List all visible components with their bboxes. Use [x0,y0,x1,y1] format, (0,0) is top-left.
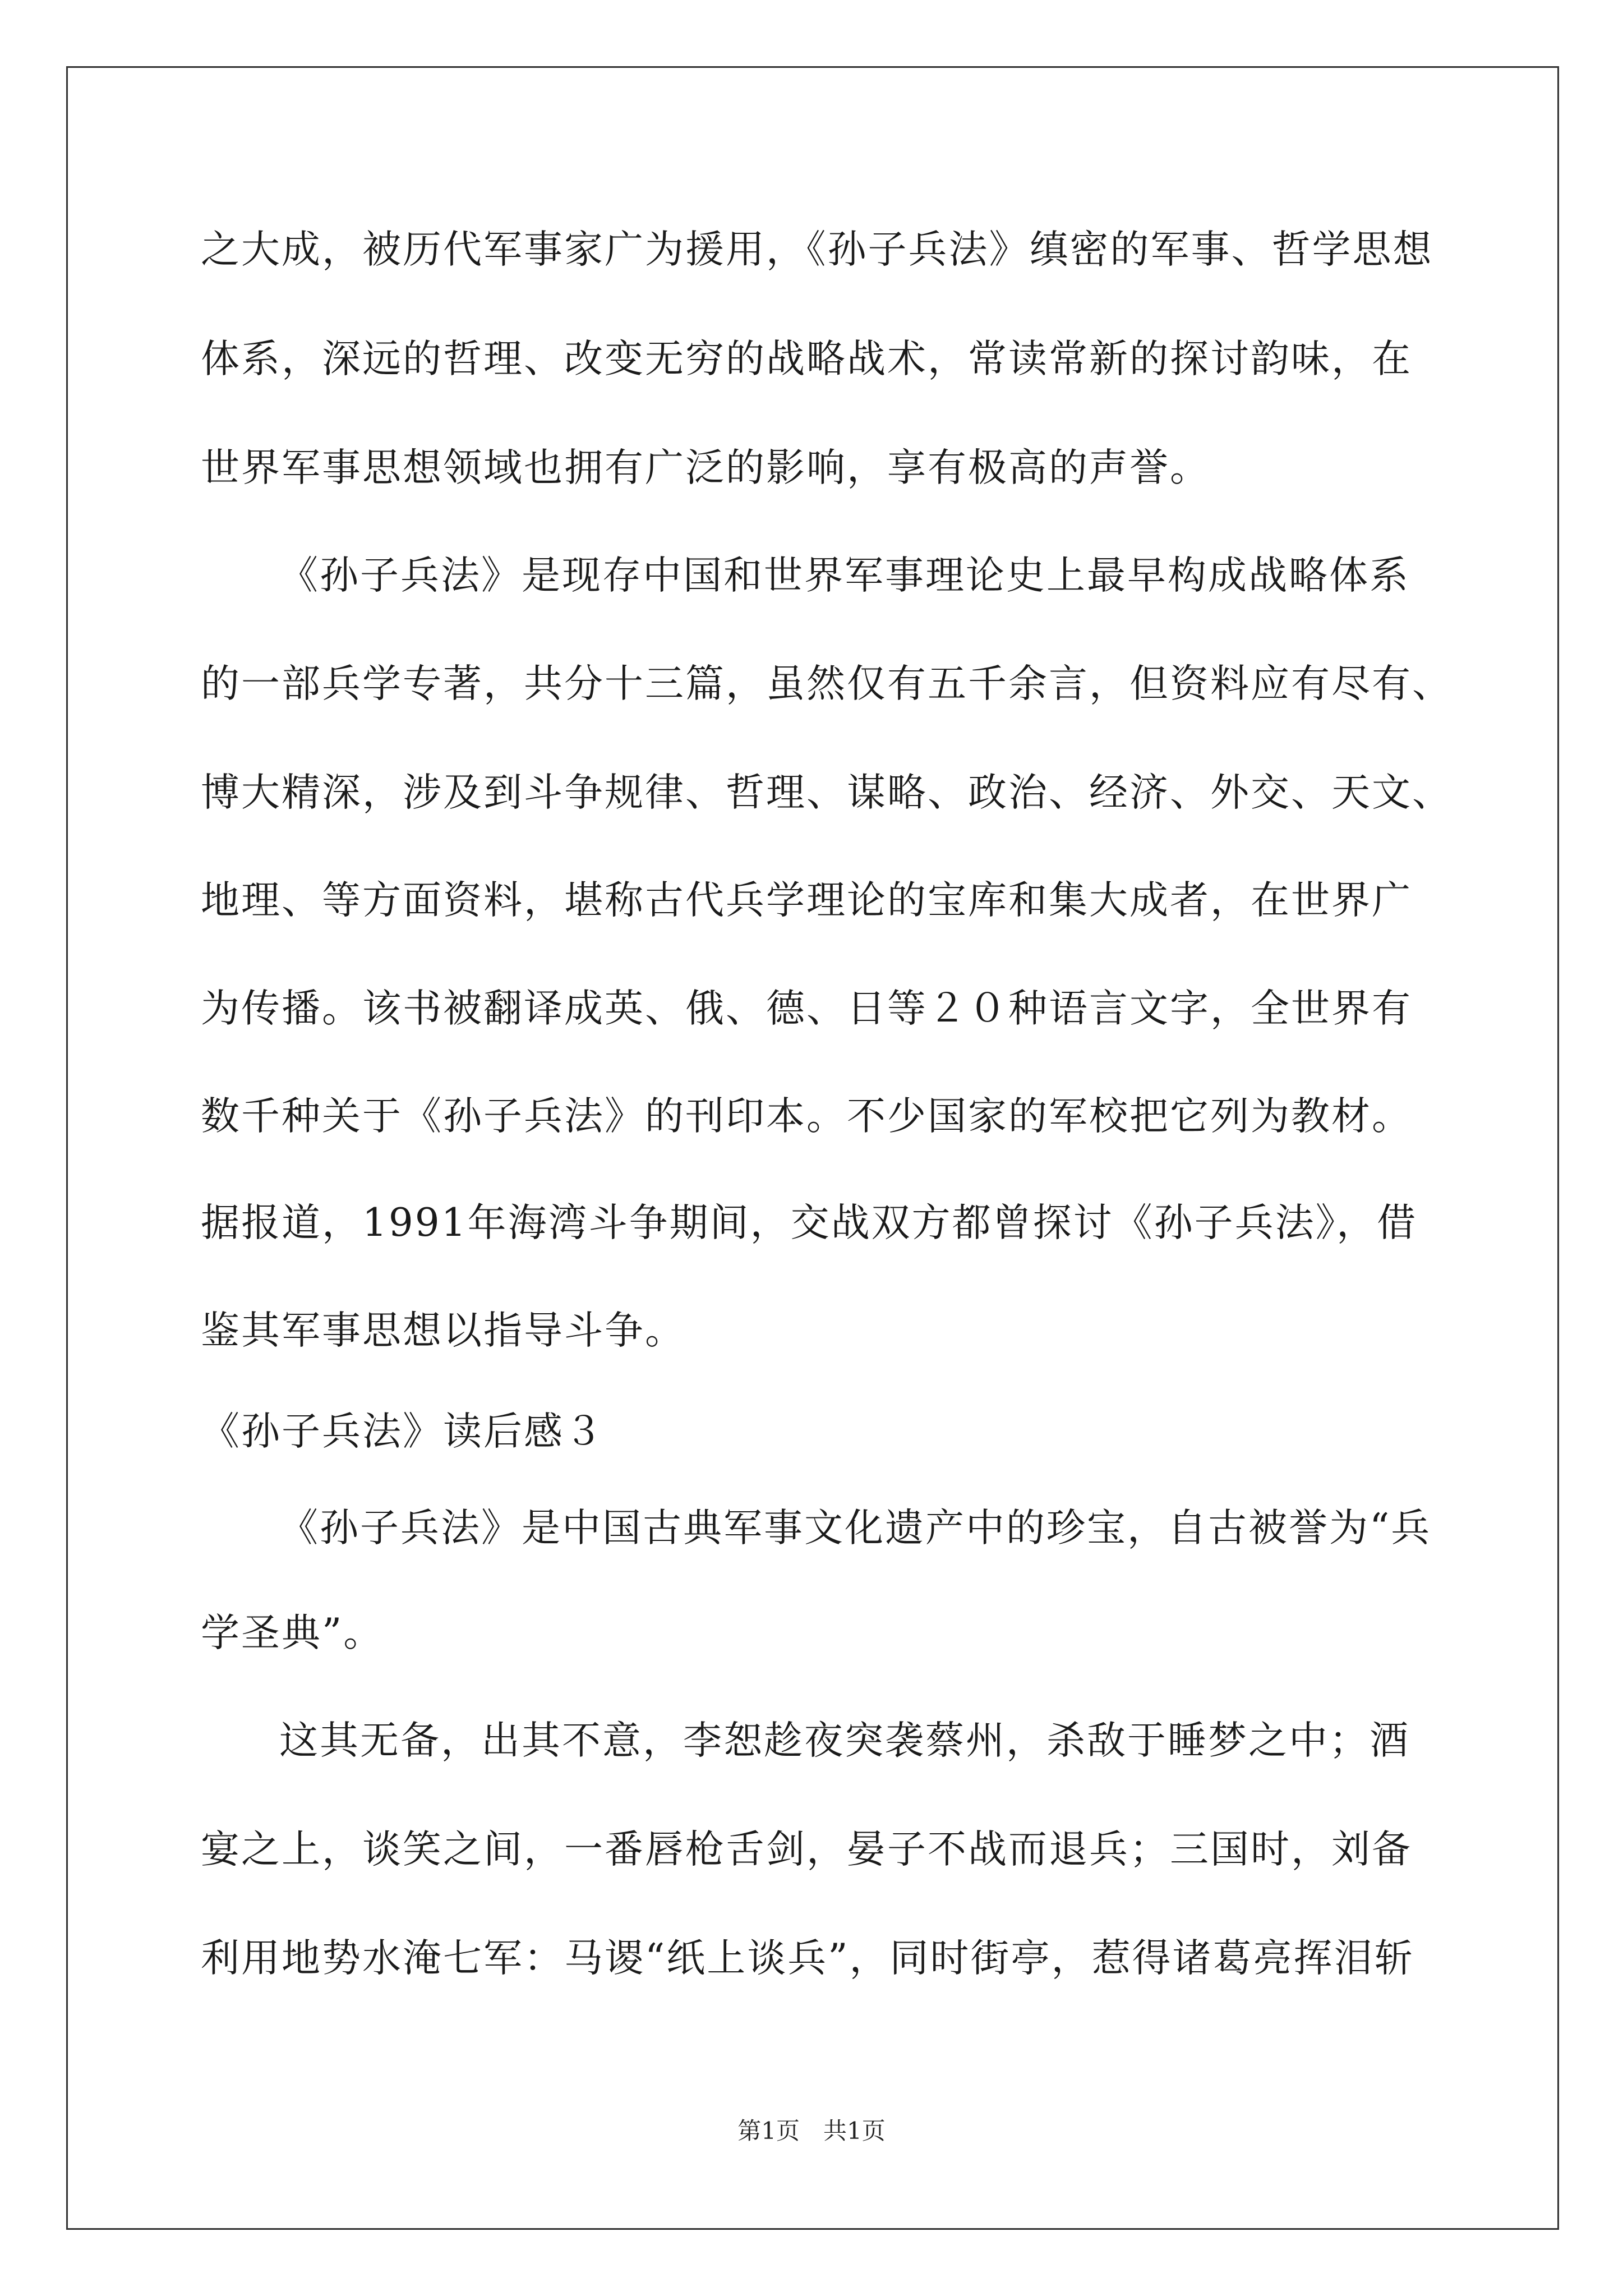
paragraph-line: 鉴其军事思想以指导斗争。 [201,1308,685,1353]
paragraph-line: 宴之上，谈笑之间，一番唇枪舌剑，晏子不战而退兵；三国时，刘备 [201,1827,1412,1872]
paragraph-line: 博大精深，涉及到斗争规律、哲理、谋略、政治、经济、外交、天文、 [201,770,1453,815]
page-border [66,66,1559,2230]
paragraph-line: 利用地势水淹七军：马谡“纸上谈兵”，同时街亭，惹得诸葛亮挥泪斩 [201,1936,1415,1981]
paragraph-line: 数千种关于《孙子兵法》的刊印本。不少国家的军校把它列为教材。 [201,1094,1412,1139]
paragraph-line: 这其无备，出其不意，李恕趁夜突袭蔡州，杀敌于睡梦之中；酒 [279,1718,1410,1763]
paragraph-line: 体系，深远的哲理、改变无穷的战略战术，常读常新的探讨韵味，在 [201,337,1412,381]
paragraph-line: 为传播。该书被翻译成英、俄、德、日等２０种语言文字，全世界有 [201,986,1412,1031]
paragraph-line: 据报道，1991年海湾斗争期间，交战双方都曾探讨《孙子兵法》，借 [201,1200,1418,1245]
section-heading: 《孙子兵法》读后感３ [201,1409,605,1454]
paragraph-line: 之大成，被历代军事家广为援用，《孙子兵法》缜密的军事、哲学思想 [201,227,1433,272]
paragraph-line: 《孙子兵法》是中国古典军事文化遗产中的珍宝，自古被誉为“兵 [279,1506,1432,1550]
paragraph-line: 学圣典”。 [201,1611,384,1655]
paragraph-line: 世界军事思想领域也拥有广泛的影响，享有极高的声誉。 [201,445,1210,490]
paragraph-line: 《孙子兵法》是现存中国和世界军事理论史上最早构成战略体系 [279,553,1410,598]
paragraph-line: 的一部兵学专著，共分十三篇，虽然仅有五千余言，但资料应有尽有、 [201,661,1453,706]
page-footer: 第1页 共1页 [737,2117,886,2145]
paragraph-line: 地理、等方面资料，堪称古代兵学理论的宝库和集大成者，在世界广 [201,878,1412,923]
